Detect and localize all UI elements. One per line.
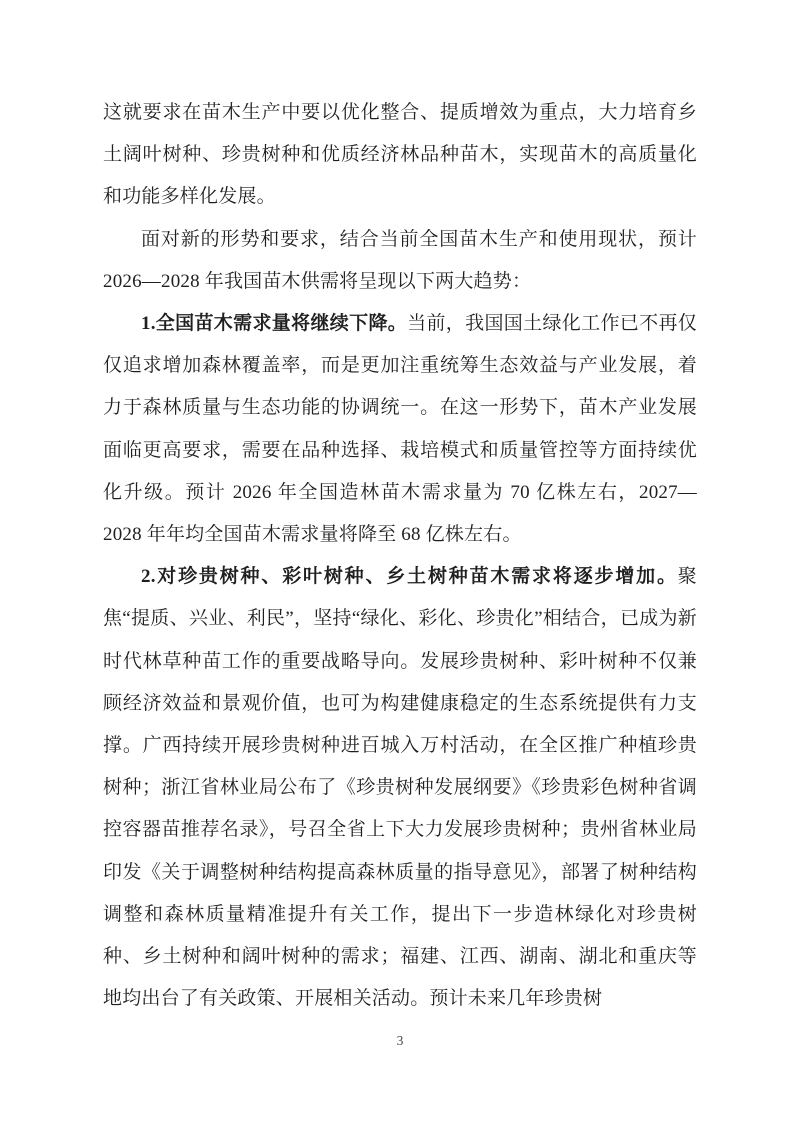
paragraph-3 bbox=[103, 303, 697, 556]
paragraph-1-text: 这就要求在苗木生产中要以优化整合、提质增效为重点，大力培育乡土阔叶树种、珍贵树种和优质经济林品种苗木，实现苗木的高质量化和功能多样化发展。 bbox=[103, 102, 697, 208]
page-footer bbox=[0, 1033, 800, 1049]
page-number: 3 bbox=[396, 1033, 404, 1048]
paragraph-2-text: 面对新的形势和要求，结合当前全国苗木生产和使用现状，预计 2026—2028 年我国苗木供需将呈现以下两大趋势： bbox=[103, 228, 697, 292]
paragraph-4 bbox=[103, 556, 697, 1020]
paragraph-4-lead: 2.对珍贵树种、彩叶树种、乡土树种苗木需求将逐步增加。 bbox=[141, 566, 678, 588]
paragraph-1 bbox=[103, 92, 697, 219]
paragraph-4-text: 聚焦“提质、兴业、利民”，坚持“绿化、彩化、珍贵化”相结合，已成为新时代林草种苗工作的重要战略导向。发展珍贵树种、彩叶树种不仅兼顾经济效益和景观价值，也可为构建健康稳定的生态系统提供有力支撑。广西持续开展珍贵树种进百城入万村活动，在全区推广种植珍贵树种；浙江省林业局公布了《珍贵树种发展纲要》《珍贵彩色树种省调控容器苗推荐名录》，号召全省上下大力发展珍贵树种；贵州省林业局印发《关于调整树种结构提高森林质量的指导意见》，部署了树种结构调整和森林质量精准提升有关工作，提出下一步造林绿化对珍贵树种、乡土树种和阔叶树种的需求；福建、江西、湖南、湖北和重庆等地均出台了有关政策、开展相关活动。预计未来几年珍贵树 bbox=[103, 566, 697, 1010]
paragraph-3-text: 当前，我国国土绿化工作已不再仅仅追求增加森林覆盖率，而是更加注重统筹生态效益与产业发展，着力于森林质量与生态功能的协调统一。在这一形势下，苗木产业发展面临更高要求，需要在品种选择、栽培模式和质量管控等方面持续优化升级。预计 2026 年全国造林苗木需求量为 70 亿株左右，2027—2028 年年均全国苗木需求量将降至 68 亿株左右。 bbox=[103, 313, 697, 546]
document-body bbox=[103, 92, 697, 1020]
paragraph-2 bbox=[103, 219, 697, 303]
paragraph-3-lead: 1.全国苗木需求量将继续下降。 bbox=[141, 313, 408, 335]
